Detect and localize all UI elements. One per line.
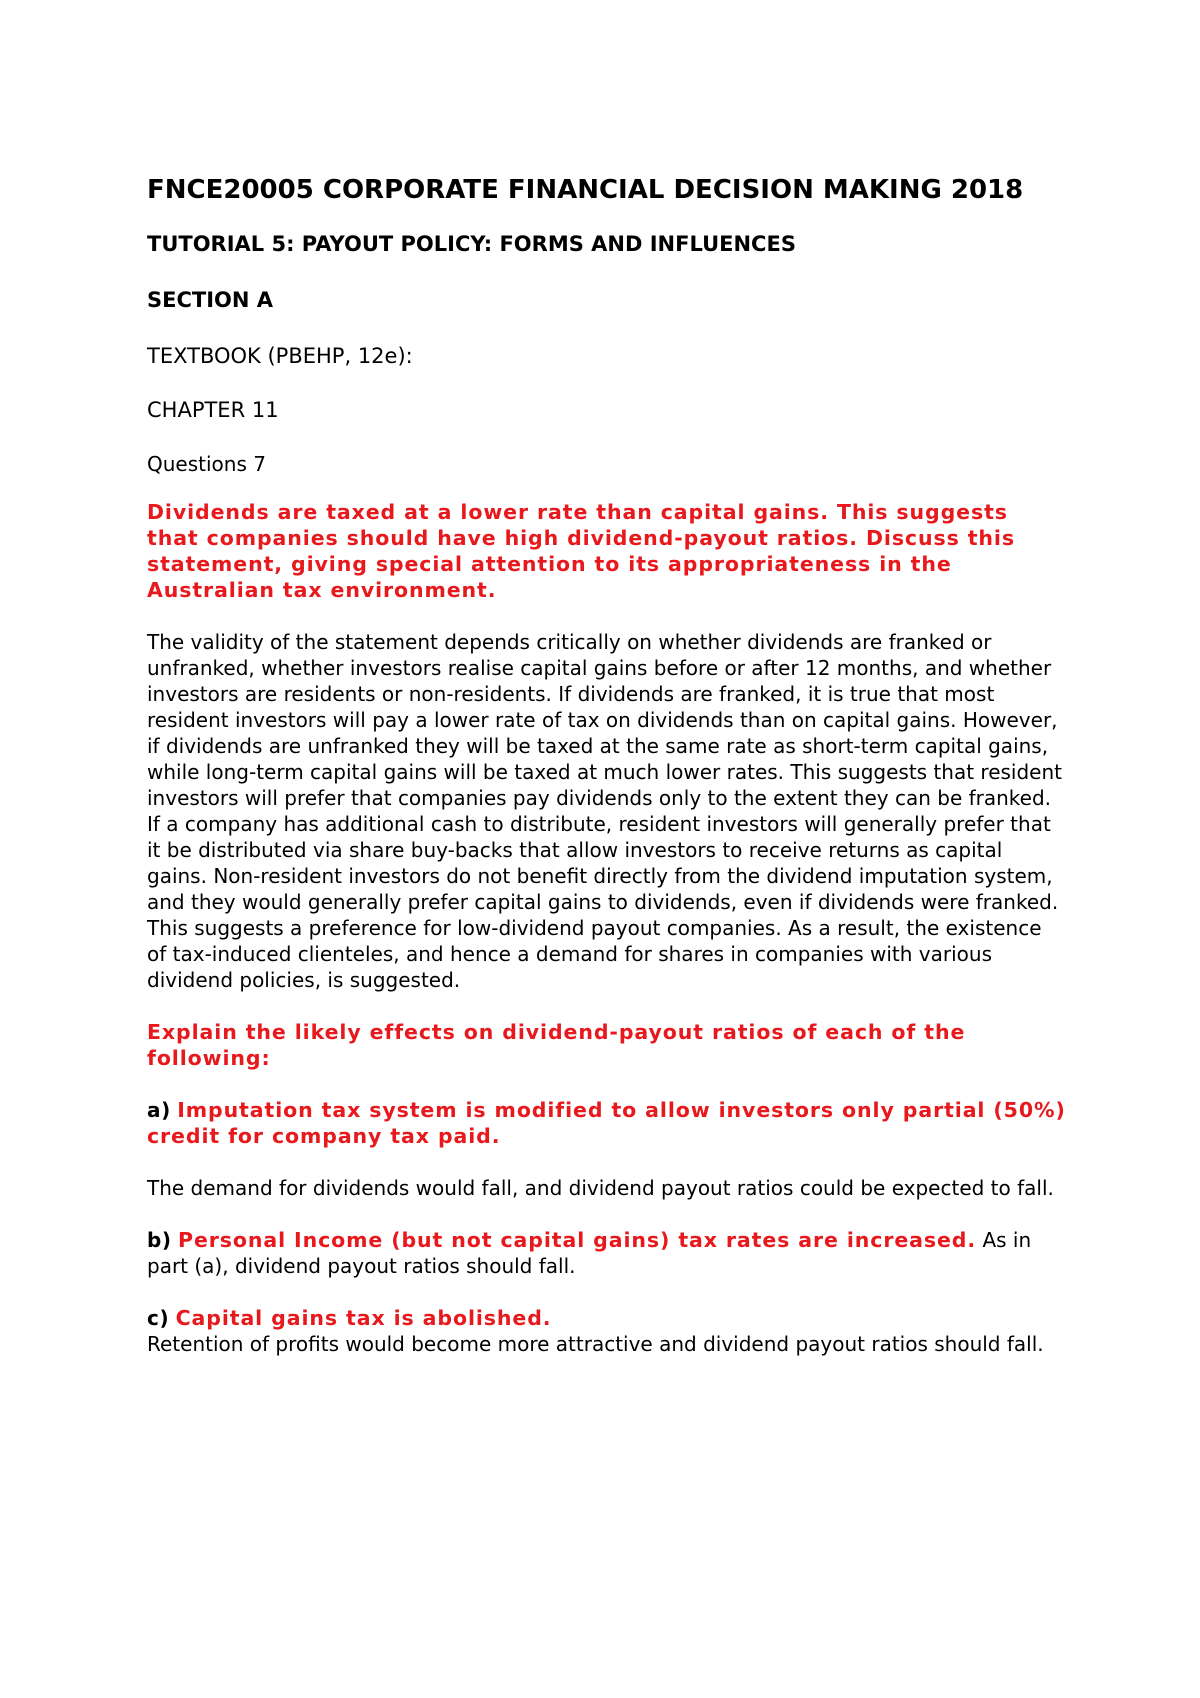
part-b-question-text: Personal Income (but not capital gains) tax rates are increased. (178, 1228, 977, 1252)
textbook-reference: TEXTBOOK (PBEHP, 12e): (147, 344, 413, 368)
part-b-marker: b) (147, 1228, 172, 1252)
section-heading: SECTION A (147, 288, 274, 312)
questions-label: Questions 7 (147, 452, 266, 476)
document-title: FNCE20005 CORPORATE FINANCIAL DECISION MAKING 2018 (147, 175, 1024, 205)
document-page (147, 173, 1067, 1383)
question-1-answer: The validity of the statement depends critically on whether dividends are franked or unfranked, whether investors realise capital gains before or after 12 months, and whether investors are residents or non-residents. If dividends are franked, it is true that most resident investors will pay a lower rate of tax on dividends than on capital gains. However, if dividends are unfranked they will be taxed at the same rate as short-term capital gains, while long-term capital gains will be taxed at much lower rates. This suggests that resident investors will prefer that companies pay dividends only to the extent they can be franked. If a company has additional cash to distribute, resident investors will generally prefer that it be distributed via share buy-backs that allow investors to receive returns as capital gains. Non-resident investors do not benefit directly from the dividend imputation system, and they would generally prefer capital gains to dividends, even if dividends were franked. This suggests a preference for low-dividend payout companies. As a result, the existence of tax-induced clienteles, and hence a demand for shares in companies with various dividend policies, is suggested. (147, 630, 1062, 992)
part-a-question-text: Imputation tax system is modified to allow investors only partial (50%) credit for company tax paid. (147, 1098, 1066, 1148)
part-c-answer: Retention of profits would become more attractive and dividend payout ratios should fall. (147, 1332, 1044, 1356)
part-a-answer: The demand for dividends would fall, and dividend payout ratios could be expected to fall. (147, 1176, 1054, 1200)
part-a-marker: a) (147, 1098, 171, 1122)
question-1-prompt: Dividends are taxed at a lower rate than capital gains. This suggests that companies should have high dividend-payout ratios. Discuss this statement, giving special attention to its appropriateness in the Australian tax environment. (147, 500, 1015, 602)
part-b-answer: As in part (a), dividend payout ratios should fall. (147, 1228, 1032, 1278)
part-c-marker: c) (147, 1306, 170, 1330)
part-b-item (147, 1227, 1067, 1279)
tutorial-heading: TUTORIAL 5: PAYOUT POLICY: FORMS AND INFLUENCES (147, 232, 796, 256)
chapter-label: CHAPTER 11 (147, 398, 279, 422)
part-a-question (147, 1097, 1067, 1149)
part-c-item (147, 1305, 1067, 1357)
part-c-question-text: Capital gains tax is abolished. (175, 1306, 552, 1330)
question-2-prompt: Explain the likely effects on dividend-payout ratios of each of the following: (147, 1020, 966, 1070)
